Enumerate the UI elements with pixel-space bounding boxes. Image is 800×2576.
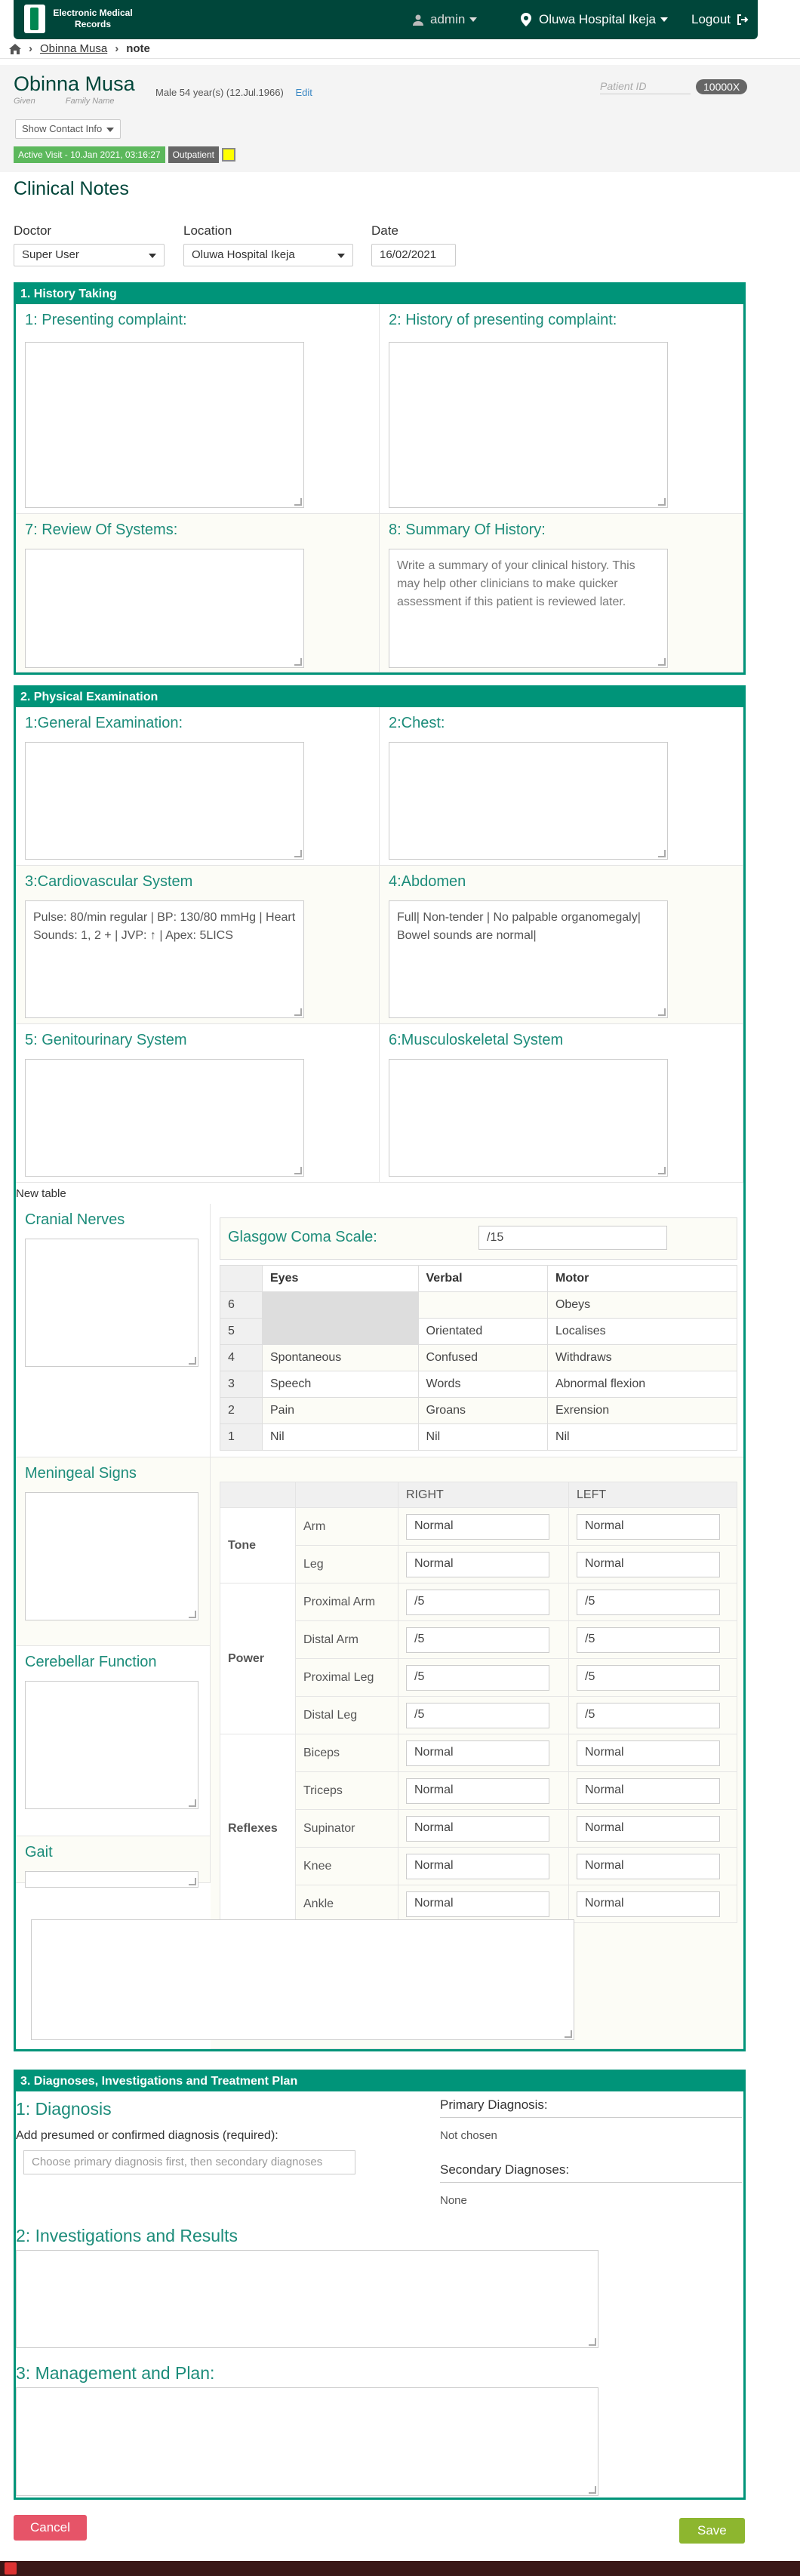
gcs-label: Glasgow Coma Scale:: [228, 1229, 377, 1245]
row-label: Triceps: [296, 1772, 398, 1810]
power-proximal-leg-left-input[interactable]: /5: [577, 1665, 720, 1691]
chevron-down-icon: [106, 128, 114, 132]
row-label: Distal Arm: [296, 1621, 398, 1659]
primary-diagnosis-label: Primary Diagnosis:: [440, 2097, 742, 2118]
review-of-systems-label: 7: Review Of Systems:: [25, 522, 178, 538]
gcs-cell[interactable]: Pain: [263, 1398, 419, 1424]
new-table-label: New table: [16, 1187, 66, 1200]
logout-label: Logout: [691, 12, 731, 26]
show-contact-info-button[interactable]: [15, 119, 121, 139]
general-exam-label: 1:General Examination:: [25, 715, 183, 731]
patient-name: Obinna Musa: [14, 72, 135, 95]
gcs-row-2: 2 Pain Groans Exrension: [220, 1398, 737, 1424]
general-exam-cell: [16, 707, 380, 866]
meningeal-signs-label: Meningeal Signs: [25, 1465, 137, 1482]
gu-cell: [16, 1024, 380, 1183]
secondary-diagnoses-value: None: [440, 2194, 467, 2207]
primary-diagnosis-value: Not chosen: [440, 2129, 497, 2142]
gcs-row-3: 3 Speech Words Abnormal flexion: [220, 1371, 737, 1398]
location-menu[interactable]: [521, 0, 668, 39]
chevron-down-icon: [469, 17, 477, 22]
investigations-textarea[interactable]: [16, 2250, 598, 2348]
cvs-label: 3:Cardiovascular System: [25, 873, 193, 890]
row-label: Proximal Leg: [296, 1659, 398, 1697]
breadcrumb-patient-link[interactable]: Obinna Musa: [40, 42, 108, 55]
location-name: Oluwa Hospital Ikeja: [539, 12, 656, 26]
diagnoses-section: [14, 2070, 746, 2500]
user-name: admin: [430, 12, 466, 26]
power-proximal-arm-left-input[interactable]: /5: [577, 1590, 720, 1615]
taskbar: [0, 2561, 800, 2576]
gcs-cell[interactable]: Orientated: [418, 1319, 547, 1345]
review-of-systems-textarea[interactable]: [25, 549, 304, 668]
gcs-cell[interactable]: Spontaneous: [263, 1345, 419, 1371]
cvs-textarea[interactable]: Pulse: 80/min regular | BP: 130/80 mmHg | Heart Sounds: 1, 2 + | JVP: ↑ | Apex: 5LICS: [25, 900, 304, 1018]
cvs-cell: [16, 866, 380, 1024]
edit-patient-link[interactable]: Edit: [295, 87, 312, 98]
reflex-biceps-right-input[interactable]: Normal: [406, 1740, 549, 1766]
logout-icon: [737, 14, 749, 26]
diagnosis-hint: Add presumed or confirmed diagnosis (required):: [16, 2129, 278, 2142]
diagnosis-heading: 1: Diagnosis: [16, 2099, 112, 2119]
cerebellar-cell: [16, 1646, 211, 1836]
reflexes-label: Reflexes: [220, 1734, 296, 1923]
cranial-nerves-cell: [16, 1204, 211, 1457]
diagnosis-search-input[interactable]: Choose primary diagnosis first, then secondary diagnoses: [23, 2150, 355, 2174]
msk-cell: [380, 1024, 743, 1183]
abdomen-label: 4:Abdomen: [389, 873, 466, 890]
meningeal-signs-cell: [16, 1457, 211, 1646]
reflex-supinator-right-input[interactable]: Normal: [406, 1816, 549, 1842]
reflex-triceps-right-input[interactable]: Normal: [406, 1778, 549, 1804]
abdomen-textarea[interactable]: Full| Non-tender | No palpable organomegaly| Bowel sounds are normal|: [389, 900, 668, 1018]
power-distal-arm-left-input[interactable]: /5: [577, 1627, 720, 1653]
reflex-triceps-left-input[interactable]: Normal: [577, 1778, 720, 1804]
gcs-header-motor: Motor: [547, 1266, 737, 1292]
right-header: RIGHT: [398, 1482, 569, 1508]
reflex-knee-left-input[interactable]: Normal: [577, 1854, 720, 1879]
msk-textarea[interactable]: [389, 1059, 668, 1177]
doctor-select[interactable]: [14, 244, 165, 266]
patient-id-label: Patient ID: [600, 80, 691, 94]
logo-text: Electronic Medical Records: [53, 8, 133, 29]
cranial-nerves-textarea[interactable]: [25, 1239, 198, 1367]
cancel-button[interactable]: Cancel: [14, 2515, 87, 2541]
doctor-label: Doctor: [14, 223, 52, 238]
abdomen-cell: [380, 866, 743, 1024]
section-title: 2. Physical Examination: [16, 688, 743, 707]
row-label: Supinator: [296, 1810, 398, 1848]
flag-logo-icon: [24, 5, 45, 33]
tone-arm-left-input[interactable]: Normal: [577, 1514, 720, 1540]
gcs-cell-empty: [263, 1292, 419, 1345]
user-menu[interactable]: [412, 0, 477, 39]
given-label: Given: [14, 97, 35, 106]
name-labels: [14, 97, 115, 106]
presenting-complaint-label: 1: Presenting complaint:: [25, 312, 187, 328]
general-exam-textarea[interactable]: [25, 742, 304, 860]
chevron-down-icon: [337, 254, 345, 258]
location-select[interactable]: [183, 244, 353, 266]
gcs-row-1: 1 Nil Nil Nil: [220, 1424, 737, 1451]
gcs-cell[interactable]: Nil: [263, 1424, 419, 1451]
gcs-cell[interactable]: Confused: [418, 1345, 547, 1371]
management-textarea[interactable]: [16, 2387, 598, 2496]
tone-leg-left-input[interactable]: Normal: [577, 1552, 720, 1577]
gcs-cell[interactable]: Obeys: [547, 1292, 737, 1319]
reflex-biceps-left-input[interactable]: Normal: [577, 1740, 720, 1766]
chevron-right-icon: ›: [115, 42, 119, 55]
reflex-supinator-left-input[interactable]: Normal: [577, 1816, 720, 1842]
gcs-cell: [211, 1204, 743, 1457]
app-icon[interactable]: [5, 2562, 17, 2574]
row-label: Knee: [296, 1848, 398, 1885]
history-taking-section: [14, 282, 746, 675]
row-label: Biceps: [296, 1734, 398, 1772]
gcs-cell[interactable]: Speech: [263, 1371, 419, 1398]
sex-age: Male 54 year(s) (12.Jul.1966): [155, 87, 284, 98]
doctor-value: Super User: [22, 248, 79, 261]
patient-header: [0, 65, 800, 172]
gait-cell: [16, 1836, 211, 1883]
date-input[interactable]: [371, 244, 456, 266]
visit-type-tag: Outpatient: [168, 146, 219, 163]
hpc-textarea[interactable]: [389, 342, 668, 508]
meningeal-signs-textarea[interactable]: [25, 1492, 198, 1620]
home-icon[interactable]: [9, 44, 21, 54]
chest-label: 2:Chest:: [389, 715, 445, 731]
gait-notes-textarea[interactable]: [31, 1919, 574, 2040]
gait-label: Gait: [25, 1844, 53, 1860]
gcs-row: [220, 1217, 737, 1260]
patient-demographics: [155, 87, 312, 98]
presenting-complaint-textarea[interactable]: [25, 342, 304, 508]
tone-arm-right-input[interactable]: Normal: [406, 1514, 549, 1540]
date-value: 16/02/2021: [380, 248, 437, 261]
gcs-table: [220, 1265, 737, 1451]
tone-label: Tone: [220, 1508, 296, 1583]
breadcrumb-current: note: [126, 42, 150, 55]
presenting-complaint-cell: [16, 304, 380, 514]
msk-label: 6:Musculoskeletal System: [389, 1032, 564, 1048]
gu-textarea[interactable]: [25, 1059, 304, 1177]
location-value: Oluwa Hospital Ikeja: [192, 248, 295, 261]
gcs-cell[interactable]: Exrension: [547, 1398, 737, 1424]
power-distal-leg-left-input[interactable]: /5: [577, 1703, 720, 1728]
gcs-cell[interactable]: Groans: [418, 1398, 547, 1424]
cerebellar-label: Cerebellar Function: [25, 1654, 157, 1670]
gcs-row-5: 5 Orientated Localises: [220, 1319, 737, 1345]
physical-examination-section: [14, 685, 746, 2051]
chevron-down-icon: [660, 17, 668, 22]
review-of-systems-cell: [16, 514, 380, 672]
hpc-cell: [380, 304, 743, 514]
row-label: Arm: [296, 1508, 398, 1546]
power-distal-leg-right-input[interactable]: /5: [406, 1703, 549, 1728]
gcs-input[interactable]: /15: [478, 1226, 667, 1250]
date-label: Date: [371, 223, 398, 238]
gu-label: 5: Genitourinary System: [25, 1032, 187, 1048]
gcs-cell[interactable]: Words: [418, 1371, 547, 1398]
gcs-cell[interactable]: Withdraws: [547, 1345, 737, 1371]
logout-link[interactable]: [691, 0, 749, 39]
gcs-cell[interactable]: Nil: [547, 1424, 737, 1451]
breadcrumb: [0, 39, 800, 59]
summary-textarea[interactable]: Write a summary of your clinical history. This may help other clinicians to make quicker assessment if this patient is reviewed later.: [389, 549, 668, 668]
gcs-cell[interactable]: Nil: [418, 1424, 547, 1451]
summary-cell: [380, 514, 743, 672]
family-name-label: Family Name: [65, 97, 115, 106]
top-header: [14, 0, 758, 39]
row-label: Distal Leg: [296, 1697, 398, 1734]
gcs-cell: [418, 1292, 547, 1319]
section-title: 1. History Taking: [16, 285, 743, 304]
reflex-ankle-left-input[interactable]: Normal: [577, 1891, 720, 1917]
active-visit-tag[interactable]: Active Visit - 10.Jan 2021, 03:16:27: [14, 146, 165, 163]
management-heading: 3: Management and Plan:: [16, 2363, 215, 2383]
page-title: Clinical Notes: [14, 178, 129, 199]
chest-textarea[interactable]: [389, 742, 668, 860]
gcs-header-eyes: Eyes: [263, 1266, 419, 1292]
power-distal-arm-right-input[interactable]: /5: [406, 1627, 549, 1653]
reflex-knee-right-input[interactable]: Normal: [406, 1854, 549, 1879]
row-label: Leg: [296, 1546, 398, 1583]
row-label: Proximal Arm: [296, 1583, 398, 1621]
gcs-header-verbal: Verbal: [418, 1266, 547, 1292]
gcs-cell[interactable]: Abnormal flexion: [547, 1371, 737, 1398]
gcs-row-6: 6 Obeys: [220, 1292, 737, 1319]
chevron-right-icon: ›: [29, 42, 32, 55]
secondary-diagnoses-label: Secondary Diagnoses:: [440, 2162, 742, 2183]
map-marker-icon: [521, 13, 531, 26]
left-header: LEFT: [569, 1482, 737, 1508]
investigations-heading: 2: Investigations and Results: [16, 2226, 238, 2245]
reflex-ankle-right-input[interactable]: Normal: [406, 1891, 549, 1917]
save-button[interactable]: Save: [679, 2518, 745, 2544]
visit-tags: [14, 146, 235, 163]
sticky-note-icon[interactable]: [222, 148, 235, 162]
tone-leg-right-input[interactable]: Normal: [406, 1552, 549, 1577]
patient-id-badge: 10000X: [696, 79, 747, 94]
user-icon: [412, 14, 424, 26]
power-label: Power: [220, 1583, 296, 1734]
summary-label: 8: Summary Of History:: [389, 522, 546, 538]
app-logo[interactable]: [24, 5, 134, 33]
power-proximal-arm-right-input[interactable]: /5: [406, 1590, 549, 1615]
section-title: 3. Diagnoses, Investigations and Treatment Plan: [16, 2072, 743, 2091]
gcs-cell[interactable]: Localises: [547, 1319, 737, 1345]
row-label: Ankle: [296, 1885, 398, 1923]
gcs-row-4: 4 Spontaneous Confused Withdraws: [220, 1345, 737, 1371]
chest-cell: [380, 707, 743, 866]
hpc-label: 2: History of presenting complaint:: [389, 312, 617, 328]
cerebellar-textarea[interactable]: [25, 1681, 198, 1809]
location-label: Location: [183, 223, 232, 238]
contact-btn-label: Show Contact Info: [22, 123, 103, 134]
chevron-down-icon: [149, 254, 156, 258]
gait-textarea[interactable]: [25, 1871, 198, 1888]
neuro-exam-table: [220, 1482, 737, 1923]
power-proximal-leg-right-input[interactable]: /5: [406, 1665, 549, 1691]
cranial-nerves-label: Cranial Nerves: [25, 1211, 125, 1228]
